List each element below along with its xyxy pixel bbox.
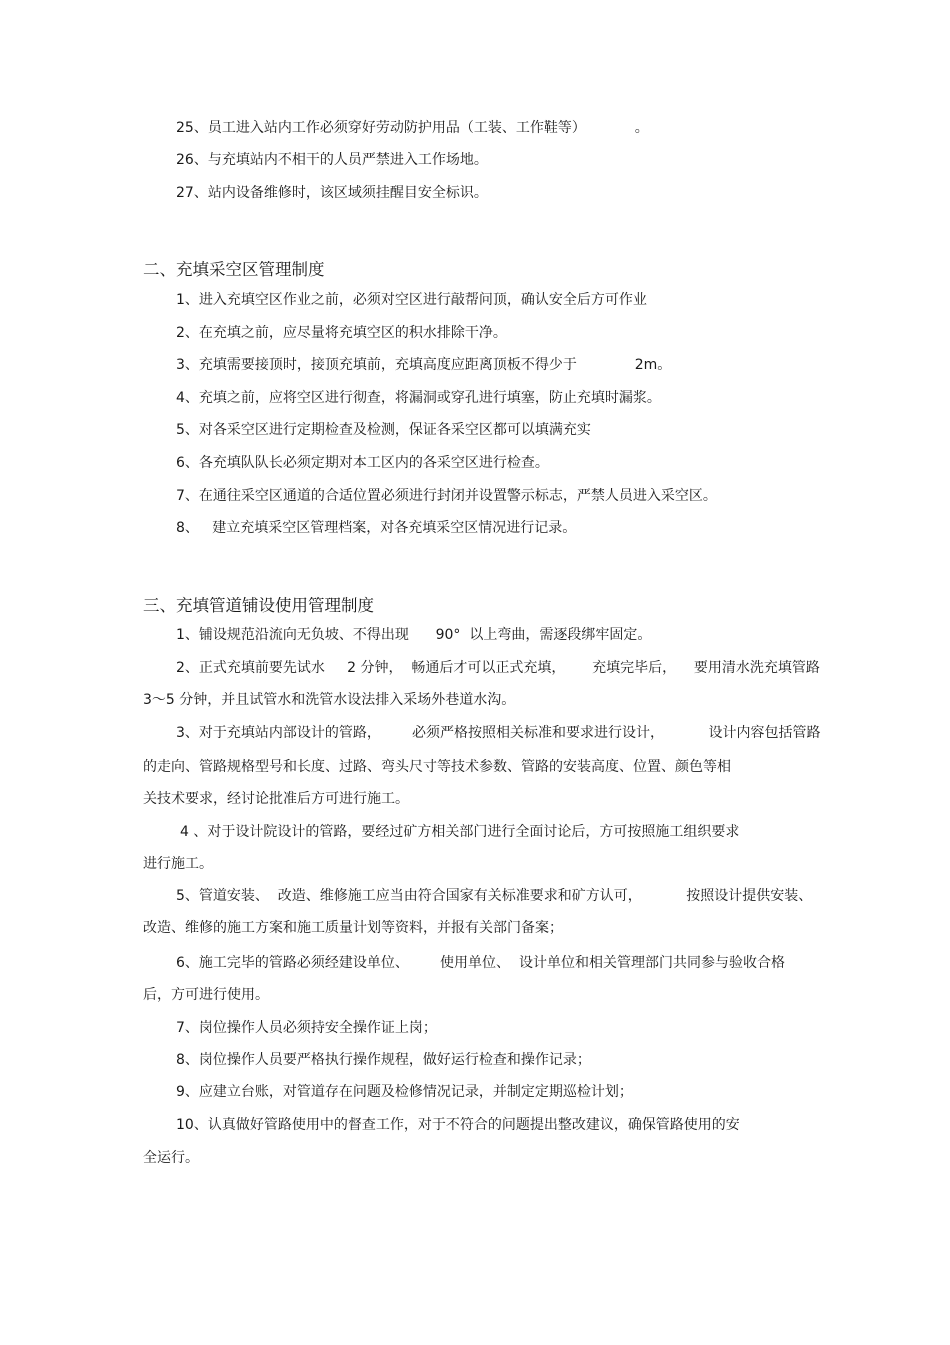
section3-line: 6、施工完毕的管路必须经建设单位、 使用单位、 设计单位和相关管理部门共同参与验收合格 — [176, 955, 785, 971]
item-26: 26、与充填站内不相干的人员严禁进入工作场地。 — [176, 152, 488, 168]
section3-line: 2、正式充填前要先试水 2 分钟， 畅通后才可以正式充填， 充填完毕后， 要用清水洗充填管路 — [176, 660, 820, 676]
section3-line: 4 、对于设计院设计的管路，要经过矿方相关部门进行全面讨论后，方可按照施工组织要求 — [180, 824, 740, 840]
section3-line: 7、岗位操作人员必须持安全操作证上岗； — [176, 1020, 437, 1036]
section3-line: 5、管道安装、 改造、维修施工应当由符合国家有关标准要求和矿方认可， 按照设计提供安装、 — [176, 888, 813, 904]
section2-heading: 二、充填采空区管理制度 — [143, 260, 325, 279]
section3-line: 关技术要求，经讨论批准后方可进行施工。 — [143, 791, 409, 807]
section3-line: 全运行。 — [143, 1150, 199, 1166]
section3-line: 3、对于充填站内部设计的管路， 必须严格按照相关标准和要求进行设计， 设计内容包括管路 — [176, 725, 821, 741]
section3-heading: 三、充填管道铺设使用管理制度 — [143, 596, 374, 615]
section3-line: 进行施工。 — [143, 856, 213, 872]
section2-item-1: 1、进入充填空区作业之前，必须对空区进行敲帮问顶，确认安全后方可作业 — [176, 292, 647, 308]
section3-line: 改造、维修的施工方案和施工质量计划等资料，并报有关部门备案； — [143, 920, 563, 936]
section2-item-7: 7、在通往采空区通道的合适位置必须进行封闭并设置警示标志，严禁人员进入采空区。 — [176, 488, 717, 504]
section2-item-5: 5、对各采空区进行定期检查及检测，保证各采空区都可以填满充实 — [176, 422, 591, 438]
section3-line: 的走向、管路规格型号和长度、过路、弯头尺寸等技术参数、管路的安装高度、位置、颜色等相 — [143, 759, 731, 775]
section2-item-4: 4、充填之前，应将空区进行彻查，将漏洞或穿孔进行填塞，防止充填时漏浆。 — [176, 390, 661, 406]
section2-item-2: 2、在充填之前，应尽量将充填空区的积水排除干净。 — [176, 325, 507, 341]
section2-item-8: 8、 建立充填采空区管理档案，对各充填采空区情况进行记录。 — [176, 520, 577, 536]
section2-item-6: 6、各充填队队长必须定期对本工区内的各采空区进行检查。 — [176, 455, 549, 471]
section2-item-3: 3、充填需要接顶时，接顶充填前，充填高度应距离顶板不得少于 2m。 — [176, 357, 672, 373]
section3-line: 1、铺设规范沿流向无负坡、不得出现 90° 以上弯曲，需逐段绑牢固定。 — [176, 627, 652, 643]
section3-line: 3～5 分钟，并且试管水和洗管水设法排入采场外巷道水沟。 — [143, 692, 516, 708]
section3-line: 8、岗位操作人员要严格执行操作规程，做好运行检查和操作记录； — [176, 1052, 591, 1068]
item-25: 25、员工进入站内工作必须穿好劳动防护用品（工装、工作鞋等） 。 — [176, 120, 649, 136]
section3-line: 9、应建立台账，对管道存在问题及检修情况记录，并制定定期巡检计划； — [176, 1084, 633, 1100]
item-27: 27、站内设备维修时，该区域须挂醒目安全标识。 — [176, 185, 488, 201]
section3-line: 后，方可进行使用。 — [143, 987, 269, 1003]
section3-line: 10、认真做好管路使用中的督查工作，对于不符合的问题提出整改建议，确保管路使用的安 — [176, 1117, 740, 1133]
